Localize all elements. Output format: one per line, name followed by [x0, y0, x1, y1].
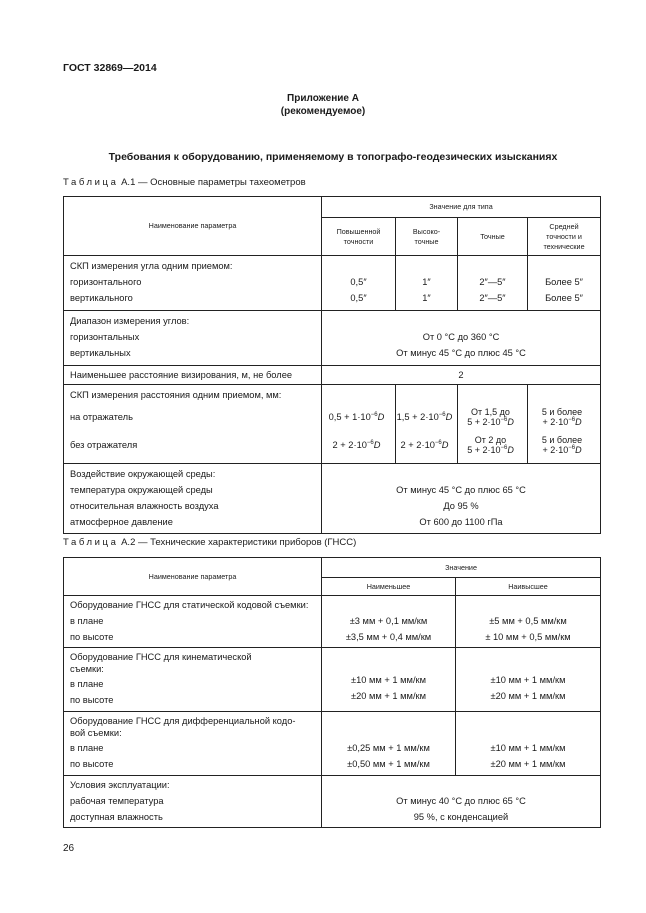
table1-caption-number: А.1: [121, 177, 136, 188]
formula-var: D: [507, 417, 514, 427]
table1-header-row: [64, 197, 601, 218]
table1-row-environment: [64, 464, 601, 534]
table1-col-medium-line: технические: [543, 241, 585, 251]
table2-caption-label: Таблица: [63, 537, 119, 548]
cell-value: [528, 431, 600, 459]
formula-base: + 2·10: [542, 445, 569, 455]
table2-col-min: Наименьшее: [322, 578, 456, 596]
row-label-line: рабочая температура: [70, 796, 164, 806]
cell-value: 0,5″: [350, 293, 367, 303]
table-cell: [456, 648, 601, 712]
table1-row-angle-skp: [64, 256, 601, 311]
table2-header-row: [64, 558, 601, 578]
formula-var: D: [377, 412, 385, 422]
formula-base: + 2·10: [542, 417, 569, 427]
row-label-line: СКП измерения угла одним приемом:: [70, 261, 233, 271]
row-label-line: без отражателя: [70, 440, 138, 450]
cell-value: [458, 431, 527, 459]
row-label-line: по высоте: [70, 632, 114, 642]
formula-var: D: [507, 445, 514, 455]
cell-value: 2: [458, 370, 464, 380]
table1-row-distance-skp: [64, 385, 601, 464]
table1-col-very-line: Высоко-: [412, 226, 441, 236]
table2-row-label: [64, 776, 322, 828]
row-label-line: горизонтальных: [70, 332, 140, 342]
row-label-line: вой съемки:: [70, 728, 122, 738]
table2-row-operating: [64, 776, 601, 828]
table1-row-label: [64, 366, 322, 385]
cell-value: 2″—5″: [479, 293, 506, 303]
table2-row-label: [64, 596, 322, 648]
formula-exp: −6: [438, 412, 446, 418]
table1-col-medium: [528, 218, 601, 256]
cell-value: От 0 °С до 360 °С: [422, 332, 500, 342]
table2-row-kinematic: [64, 648, 601, 712]
table1-caption-label: Таблица: [63, 177, 119, 188]
table2-row-differential: [64, 712, 601, 776]
cell-value: [528, 403, 600, 431]
table2-caption-text: — Технические характеристики приборов (ГНСС): [138, 537, 357, 548]
table-cell: [322, 256, 396, 311]
formula-var: D: [575, 417, 582, 427]
cell-value: ±0,50 мм + 1 мм/км: [347, 759, 430, 769]
cell-value: ±10 мм + 1 мм/км: [351, 675, 426, 685]
cell-value: ±20 мм + 1 мм/км: [490, 691, 566, 701]
table1-header-param: Наименование параметра: [64, 197, 322, 256]
row-label-line: по высоте: [70, 759, 114, 769]
table-cell: [458, 385, 528, 464]
table-cell: [322, 596, 456, 648]
cell-value: ±5 мм + 0,5 мм/км: [489, 616, 567, 626]
cell-value: [322, 431, 395, 459]
cell-value: [458, 403, 527, 431]
cell-value: [396, 431, 457, 459]
table-cell: [528, 385, 601, 464]
formula-exp: −6: [568, 445, 576, 451]
cell-value: ±0,25 мм + 1 мм/км: [347, 743, 430, 753]
row-label-line: температура окружающей среды: [70, 485, 213, 495]
formula-exp: −6: [500, 417, 508, 423]
table1: [63, 196, 601, 534]
table1-row-label: [64, 256, 322, 311]
table-cell: [456, 596, 601, 648]
formula-line: 5 и более: [541, 435, 583, 445]
formula-exp: −6: [366, 440, 374, 446]
formula-exp: −6: [434, 440, 442, 446]
row-label-line: съемки:: [70, 664, 104, 674]
table-cell: [322, 464, 601, 534]
table2-row-static: [64, 596, 601, 648]
formula-line: От 2 до: [474, 435, 507, 445]
cell-value: ± 10 мм + 0,5 мм/км: [485, 632, 571, 642]
table-cell: [528, 256, 601, 311]
cell-value: [396, 403, 457, 431]
cell-value: Более 5″: [545, 277, 583, 287]
table1-row-min-distance: [64, 366, 601, 385]
formula-line: От 1,5 до: [471, 407, 510, 417]
table1-caption-text: — Основные параметры тахеометров: [138, 177, 306, 188]
formula-base: 1,5 + 2·10: [396, 412, 439, 422]
row-label-line: атмосферное давление: [70, 517, 173, 527]
table-cell: [322, 311, 601, 366]
row-label-line: Оборудование ГНСС для дифференциальной кодо-: [70, 716, 296, 726]
table-cell: [322, 776, 601, 828]
table1-row-angle-range: [64, 311, 601, 366]
row-label-line: Оборудование ГНСС для кинематической: [70, 652, 252, 662]
table1-col-precise: Точные: [458, 218, 528, 256]
table1-col-medium-line: Средней: [549, 221, 579, 231]
table2-caption: [63, 537, 356, 548]
cell-value: От минус 45 °С до плюс 45 °С: [396, 348, 526, 358]
row-label-line: в плане: [70, 679, 104, 689]
appendix-title: Приложение А: [287, 93, 359, 104]
formula-var: D: [445, 412, 453, 422]
cell-value: 0,5″: [350, 277, 367, 287]
cell-value: ±3,5 мм + 0,4 мм/км: [345, 632, 432, 642]
appendix-heading: [0, 92, 646, 118]
cell-value: До 95 %: [443, 501, 479, 511]
formula-base: 2 + 2·10: [332, 440, 367, 450]
row-label-line: на отражатель: [70, 412, 133, 422]
table-cell: [458, 256, 528, 311]
table1-col-high-line: Повышенной: [336, 226, 381, 236]
table1-caption: [63, 177, 306, 188]
formula-base: 2 + 2·10: [400, 440, 435, 450]
formula-base: 5 + 2·10: [467, 445, 501, 455]
table-cell: [322, 366, 601, 385]
table-cell: [396, 256, 458, 311]
table-cell: [322, 648, 456, 712]
row-label-line: доступная влажность: [70, 812, 163, 822]
cell-value: От минус 40 °С до плюс 65 °С: [396, 796, 526, 806]
cell-value: 2″—5″: [479, 277, 506, 287]
formula-var: D: [575, 445, 582, 455]
row-label-line: в плане: [70, 743, 104, 753]
table2-col-max: Наивысшее: [456, 578, 601, 596]
cell-value: Более 5″: [545, 293, 583, 303]
table1-col-medium-line: точности и: [546, 231, 582, 241]
formula-exp: −6: [500, 445, 508, 451]
formula-base: 0,5 + 1·10: [328, 412, 371, 422]
formula-base: 5 + 2·10: [467, 417, 501, 427]
table2-header-param: Наименование параметра: [64, 558, 322, 596]
row-label-line: Оборудование ГНСС для статической кодовой съемки:: [70, 600, 309, 610]
table-cell: [322, 712, 456, 776]
table1-col-very: [396, 218, 458, 256]
formula-exp: −6: [370, 412, 378, 418]
appendix-subtitle: (рекомендуемое): [280, 106, 366, 117]
row-label-line: Диапазон измерения углов:: [70, 316, 190, 326]
table2-caption-number: А.2: [121, 537, 136, 548]
cell-value: [322, 403, 395, 431]
cell-value: 95 %, с конденсацией: [413, 812, 509, 822]
cell-value: ±20 мм + 1 мм/км: [351, 691, 426, 701]
row-label-line: по высоте: [70, 695, 114, 705]
formula-line: 5 и более: [541, 407, 583, 417]
formula-exp: −6: [568, 417, 576, 423]
row-label-line: в плане: [70, 616, 104, 626]
table2-header-value: Значение: [322, 558, 601, 578]
document-header: ГОСТ 32869—2014: [63, 62, 157, 74]
row-label-line: вертикальных: [70, 348, 131, 358]
table2: [63, 557, 601, 828]
row-label-line: Наименьшее расстояние визирования, м, не более: [70, 370, 293, 380]
cell-value: 1″: [422, 277, 431, 287]
table1-col-high: [322, 218, 396, 256]
cell-value: От минус 45 °С до плюс 65 °С: [396, 485, 526, 495]
cell-value: ±10 мм + 1 мм/км: [490, 743, 566, 753]
section-title: Требования к оборудованию, применяемому в топографо-геодезических изысканиях: [108, 151, 558, 163]
cell-value: ±10 мм + 1 мм/км: [490, 675, 566, 685]
row-label-line: СКП измерения расстояния одним приемом, мм:: [70, 390, 282, 400]
row-label-line: Условия эксплуатации:: [70, 780, 170, 790]
table1-col-very-line: точные: [414, 236, 439, 246]
row-label-line: относительная влажность воздуха: [70, 501, 219, 511]
table1-col-high-line: точности: [343, 236, 374, 246]
cell-value: От 600 до 1100 гПа: [419, 517, 503, 527]
cell-value: 1″: [422, 293, 431, 303]
table-cell: [456, 712, 601, 776]
row-label-line: вертикального: [70, 293, 133, 303]
table2-row-label: [64, 712, 322, 776]
formula-var: D: [373, 440, 381, 450]
table1-row-label: [64, 311, 322, 366]
table2-row-label: [64, 648, 322, 712]
table-cell: [322, 385, 396, 464]
table1-row-label: [64, 464, 322, 534]
row-label-line: горизонтального: [70, 277, 142, 287]
table-cell: [396, 385, 458, 464]
cell-value: ±3 мм + 0,1 мм/км: [349, 616, 428, 626]
page-number: 26: [63, 843, 75, 854]
table1-row-label: [64, 385, 322, 464]
table1-header-value: Значение для типа: [322, 197, 601, 218]
formula-var: D: [441, 440, 449, 450]
cell-value: ±20 мм + 1 мм/км: [490, 759, 566, 769]
row-label-line: Воздействие окружающей среды:: [70, 469, 216, 479]
